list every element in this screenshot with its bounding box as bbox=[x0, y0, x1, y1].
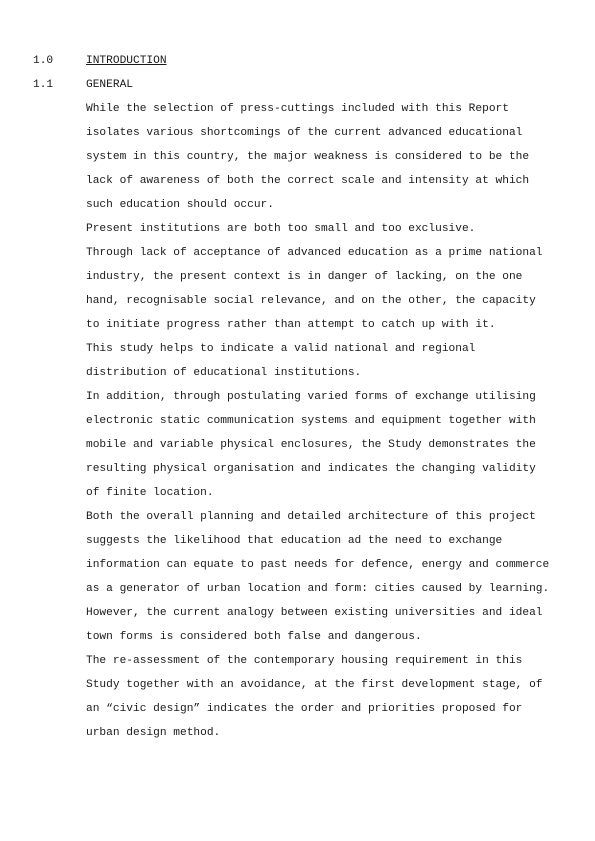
body-text bbox=[86, 97, 591, 745]
section-heading-introduction bbox=[33, 49, 167, 73]
text-line: In addition, through postulating varied forms of exchange utilising bbox=[86, 391, 536, 403]
text-line: information can equate to past needs for defence, energy and commerce bbox=[86, 559, 550, 571]
text-line: industry, the present context is in danger of lacking, on the one bbox=[86, 271, 523, 283]
text-line: isolates various shortcomings of the current advanced educational bbox=[86, 127, 523, 139]
text-line: distribution of educational institutions. bbox=[86, 367, 362, 379]
text-line: suggests the likelihood that education ad the need to exchange bbox=[86, 535, 503, 547]
text-line: Present institutions are both too small and too exclusive. bbox=[86, 223, 476, 235]
section-title: INTRODUCTION bbox=[86, 55, 167, 67]
text-line: The re-assessment of the contemporary housing requirement in this bbox=[86, 655, 523, 667]
text-line: system in this country, the major weakness is considered to be the bbox=[86, 151, 530, 163]
text-line: as a generator of urban location and form: cities caused by learning. bbox=[86, 583, 550, 595]
text-line: to initiate progress rather than attempt to catch up with it. bbox=[86, 319, 496, 331]
text-line: However, the current analogy between existing universities and ideal bbox=[86, 607, 543, 619]
text-line: Study together with an avoidance, at the first development stage, of bbox=[86, 679, 543, 691]
subsection-heading-general bbox=[33, 73, 133, 97]
text-line: resulting physical organisation and indicates the changing validity bbox=[86, 463, 536, 475]
text-line: town forms is considered both false and dangerous. bbox=[86, 631, 422, 643]
section-number: 1.0 bbox=[33, 55, 54, 67]
subsection-number: 1.1 bbox=[33, 79, 54, 91]
text-line: Through lack of acceptance of advanced education as a prime national bbox=[86, 247, 543, 259]
text-line: Both the overall planning and detailed architecture of this project bbox=[86, 511, 536, 523]
text-line: an “civic design” indicates the order and priorities proposed for bbox=[86, 703, 523, 715]
text-line: such education should occur. bbox=[86, 199, 274, 211]
text-line: mobile and variable physical enclosures, the Study demonstrates the bbox=[86, 439, 536, 451]
text-line: hand, recognisable social relevance, and on the other, the capacity bbox=[86, 295, 536, 307]
subsection-title: GENERAL bbox=[86, 79, 133, 91]
text-line: of finite location. bbox=[86, 487, 214, 499]
text-line: lack of awareness of both the correct scale and intensity at which bbox=[86, 175, 530, 187]
text-line: While the selection of press-cuttings included with this Report bbox=[86, 103, 509, 115]
text-line: urban design method. bbox=[86, 727, 221, 739]
text-line: electronic static communication systems and equipment together with bbox=[86, 415, 536, 427]
text-line: This study helps to indicate a valid national and regional bbox=[86, 343, 476, 355]
